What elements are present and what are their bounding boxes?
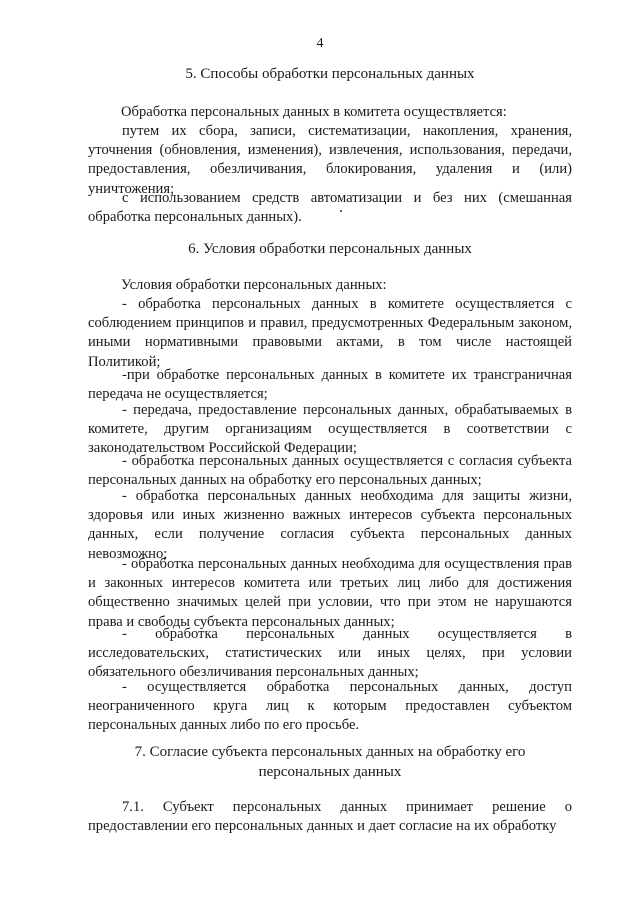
section-6-intro: Условия обработки персональных данных: xyxy=(121,277,387,293)
section-7-paragraph: 7.1. Субъект персональных данных принимает решение о предоставлении его персональных данных и дает согласие на их обработку xyxy=(88,799,572,835)
section-6-item: - обработка персональных данных осуществляется с согласия субъекта персональных данных на обработку его персональных данных; xyxy=(88,453,572,489)
section-5-title: 5. Способы обработки персональных данных xyxy=(185,66,475,82)
section-5-item: с использованием средств автоматизации и без них (смешанная обработка персональных данных). xyxy=(88,190,572,226)
section-6-item: - передача, предоставление персональных данных, обрабатываемых в комитете, другим организациям осуществляется в соответствии с законодательством Российской Федерации; xyxy=(88,402,572,457)
section-6-item: - обработка персональных данных необходима для защиты жизни, здоровья или иных жизненно важных интересов субъекта персональных данных, если получение согласия субъекта персональных данных невозможно; xyxy=(88,488,572,562)
section-6-item: - осуществляется обработка персональных данных, доступ неограниченного круга лиц к которым предоставлен субъектом персональных данных либо по его просьбе. xyxy=(88,679,572,734)
section-6-item: -при обработке персональных данных в комитете их трансграничная передача не осуществляется; xyxy=(88,367,572,403)
section-6-title: 6. Условия обработки персональных данных xyxy=(188,241,472,257)
section-6-item: - обработка персональных данных необходима для осуществления прав и законных интересов комитета или третьих лиц либо для достижения общественно значимых целей при условии, что при этом не нарушаются права и свободы субъекта персональных данных; xyxy=(88,556,572,630)
section-7-title-line-2: персональных данных xyxy=(258,764,402,780)
section-5-item: путем их сбора, записи, систематизации, накопления, хранения, уточнения (обновления, изменения), извлечения, использования, передачи, предоставления, обезличивания, блокирования, удаления и (или) уничтожения; xyxy=(88,123,572,197)
section-7-title-line-1: 7. Согласие субъекта персональных данных на обработку его xyxy=(134,744,526,760)
scan-speck xyxy=(340,210,342,212)
section-6-item: - обработка персональных данных осуществляется в исследовательских, статистических или иных целях, при условии обязательного обезличивания персональных данных; xyxy=(88,626,572,681)
section-6-item: - обработка персональных данных в комитете осуществляется с соблюдением принципов и правил, предусмотренных Федеральным законом, иными нормативными правовыми актами, в том числе настоящей Политикой; xyxy=(88,296,572,370)
section-5-intro: Обработка персональных данных в комитета осуществляется: xyxy=(121,104,507,120)
page-number: 4 xyxy=(316,36,324,51)
